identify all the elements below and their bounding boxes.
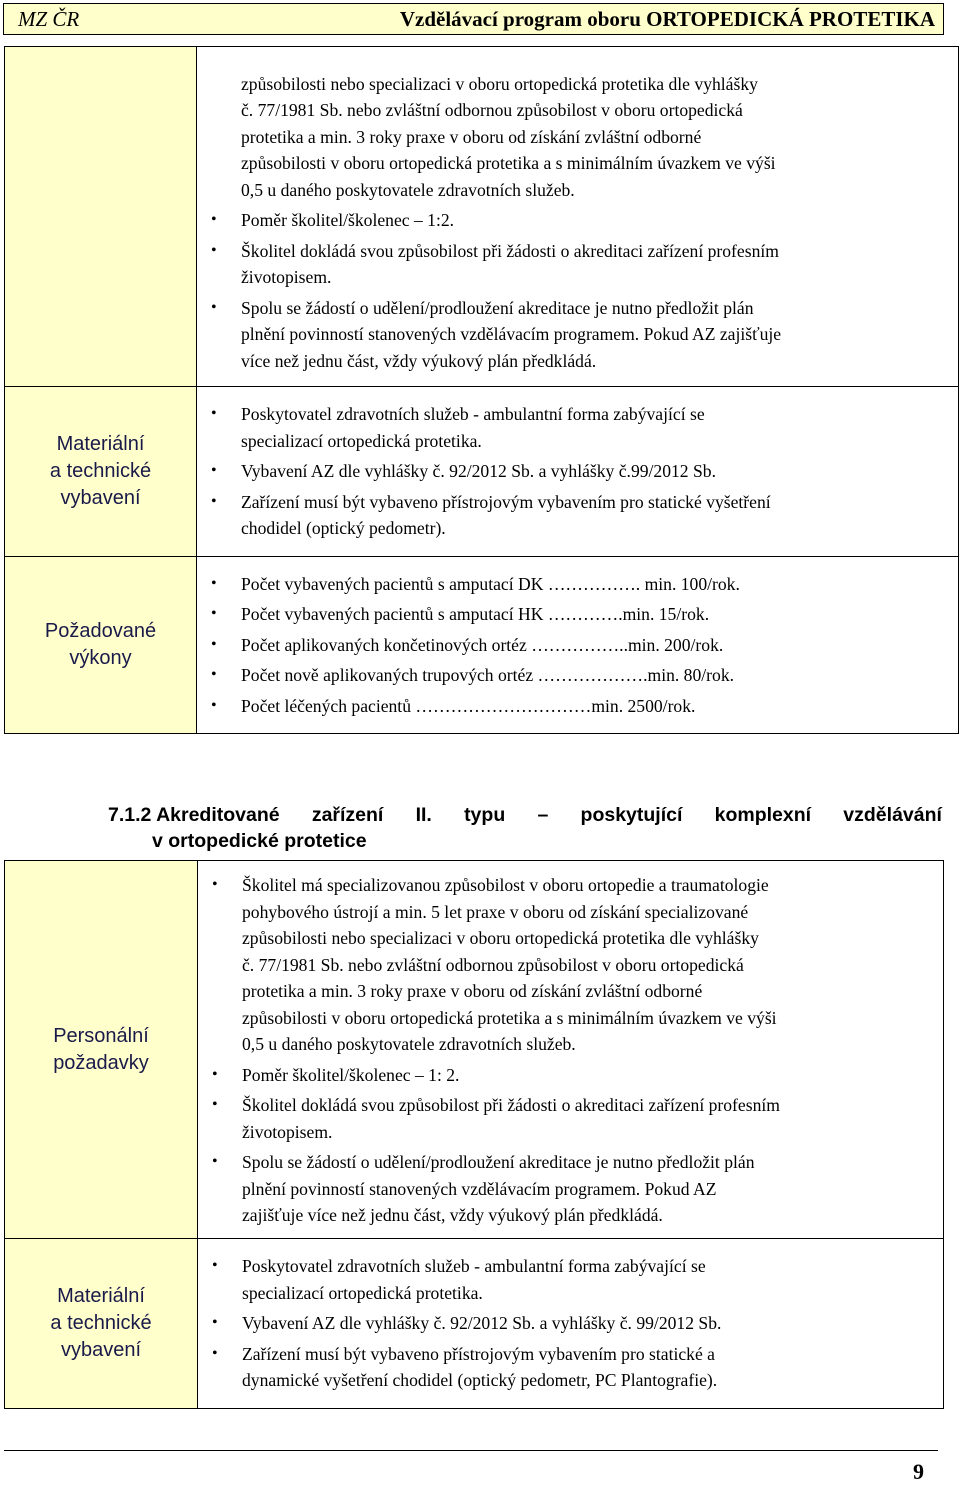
list-item xyxy=(242,872,937,1058)
heading-word: II. xyxy=(415,804,432,826)
text-line: specializací ortopedická protetika. xyxy=(242,1282,483,1303)
heading-word: – xyxy=(537,804,549,826)
row-label-personnel xyxy=(5,861,198,1239)
text-line: zajišťuje více než jednu část, vždy výukový plán předkládá. xyxy=(242,1205,663,1226)
table-row xyxy=(5,47,959,387)
text-line: více než jednu část, vždy výukový plán předkládá. xyxy=(241,350,597,371)
heading-word: poskytující xyxy=(580,804,683,826)
text-line: chodidel (optický pedometr). xyxy=(241,518,446,539)
text-line: způsobilosti v oboru ortopedická protetika a s minimálním úvazkem ve výši xyxy=(241,153,776,174)
table-row xyxy=(5,861,944,1239)
requirements-table-1 xyxy=(4,46,959,734)
heading-line-2: v ortopedické protetice xyxy=(152,830,367,852)
text-line: • Školitel dokládá svou způsobilost při žádosti o akreditaci zařízení profesním xyxy=(241,240,779,261)
label-line: Materiální xyxy=(57,1285,145,1307)
list-item xyxy=(242,1062,937,1089)
text-line: způsobilosti nebo specializaci v oboru ortopedická protetika dle vyhlášky xyxy=(241,73,758,94)
table-row xyxy=(5,387,959,557)
personnel-requirements-cell xyxy=(198,861,944,1239)
text-line: • Školitel má specializovanou způsobilost v oboru ortopedie a traumatologie xyxy=(242,875,769,896)
text-line: • Poskytovatel zdravotních služeb - ambulantní forma zabývající se xyxy=(242,1256,706,1277)
text-line: • Zařízení musí být vybaveno přístrojovým vybavením pro statické a xyxy=(242,1343,715,1364)
row-label-required-procedures xyxy=(5,557,197,734)
list-item xyxy=(242,1092,937,1145)
list-item xyxy=(241,71,952,204)
personnel-requirements-cell xyxy=(197,47,959,387)
row-label-material xyxy=(5,1239,198,1409)
list-item: • Počet léčených pacientů …………………………min. 2500/rok. xyxy=(241,691,952,722)
label-line: vybavení xyxy=(60,487,141,509)
required-procedures-cell xyxy=(197,557,959,734)
header-document-title: Vzdělávací program oboru ORTOPEDICKÁ PROTETIKA xyxy=(399,6,935,31)
heading-word: vzdělávání xyxy=(843,804,942,826)
requirements-table-2 xyxy=(4,860,944,1409)
list-item xyxy=(242,1310,937,1337)
text-line: • Zařízení musí být vybaveno přístrojovým vybavením pro statické vyšetření xyxy=(241,491,771,512)
text-line: • Spolu se žádostí o udělení/prodloužení akreditace je nutno předložit plán xyxy=(242,1152,755,1173)
label-line: a technické xyxy=(50,1312,152,1334)
list-item xyxy=(242,1253,937,1306)
list-item xyxy=(241,207,952,234)
text-line: pohybového ústrojí a min. 5 let praxe v oboru od získání specializované xyxy=(242,901,749,922)
text-line: plnění povinností stanovených vzdělávacím programem. Pokud AZ zajišťuje xyxy=(241,324,782,345)
text-line: • Vybavení AZ dle vyhlášky č. 92/2012 Sb. a vyhlášky č.99/2012 Sb. xyxy=(241,461,716,482)
label-line: požadavky xyxy=(53,1051,149,1074)
text-line: 0,5 u daného poskytovatele zdravotních služeb. xyxy=(241,179,575,200)
list-item: • Počet aplikovaných končetinových ortéz ……………..min. 200/rok. xyxy=(241,630,952,661)
material-requirements-cell xyxy=(198,1239,944,1409)
text-line: č. 77/1981 Sb. nebo zvláštní odbornou způsobilost v oboru ortopedická xyxy=(242,954,744,975)
text-line: životopisem. xyxy=(242,1121,333,1142)
text-line: životopisem. xyxy=(241,267,332,288)
page-number-value: 9 xyxy=(913,1459,924,1484)
text-line: způsobilosti v oboru ortopedická protetika a s minimálním úvazkem ve výši xyxy=(242,1007,777,1028)
text-line: • Poměr školitel/školenec – 1: 2. xyxy=(242,1064,460,1085)
text-line: způsobilosti nebo specializaci v oboru ortopedická protetika dle vyhlášky xyxy=(242,928,759,949)
list-item xyxy=(242,1341,937,1394)
label-line: Materiální xyxy=(56,433,145,455)
section-heading xyxy=(108,802,942,854)
list-item: • Počet vybavených pacientů s amputací HK ………….min. 15/rok. xyxy=(241,599,952,630)
list-item xyxy=(241,489,952,542)
list-item xyxy=(241,295,952,375)
row-label-empty xyxy=(5,47,197,387)
list-item: • Počet nově aplikovaných trupových ortéz ……………….min. 80/rok. xyxy=(241,660,952,691)
label-line: Požadované xyxy=(44,620,157,642)
heading-word: typu xyxy=(464,804,506,826)
text-line: protetika a min. 3 roky praxe v oboru od získání zvláštní odborné xyxy=(241,126,702,147)
list-item: • Počet vybavených pacientů s amputací DK ……………. min. 100/rok. xyxy=(241,569,952,600)
list-item xyxy=(242,1149,937,1229)
table-row xyxy=(5,557,959,734)
material-requirements-cell xyxy=(197,387,959,557)
label-line: vybavení xyxy=(60,1339,142,1361)
heading-word: 7.1.2 Akreditované xyxy=(108,804,280,826)
label-line: výkony xyxy=(69,647,132,669)
text-line: 0,5 u daného poskytovatele zdravotních služeb. xyxy=(242,1034,576,1055)
list-item xyxy=(241,458,952,485)
text-line: • Vybavení AZ dle vyhlášky č. 92/2012 Sb. a vyhlášky č. 99/2012 Sb. xyxy=(242,1313,722,1334)
text-line: • Spolu se žádostí o udělení/prodloužení akreditace je nutno předložit plán xyxy=(241,297,754,318)
page-header xyxy=(3,3,944,35)
row-label-material xyxy=(5,387,197,557)
label-line: a technické xyxy=(49,460,152,482)
text-line: protetika a min. 3 roky praxe v oboru od získání zvláštní odborné xyxy=(242,981,703,1002)
label-line: Personální xyxy=(53,1024,149,1047)
text-line: • Poskytovatel zdravotních služeb - ambulantní forma zabývající se xyxy=(241,404,705,425)
page-number xyxy=(4,1450,938,1490)
header-ministry: MZ ČR xyxy=(18,6,80,31)
text-line: plnění povinností stanovených vzdělávacím programem. Pokud AZ xyxy=(242,1178,717,1199)
text-line: • Poměr školitel/školenec – 1:2. xyxy=(241,210,455,231)
text-line: dynamické vyšetření chodidel (optický pedometr, PC Plantografie). xyxy=(242,1370,718,1391)
table-row xyxy=(5,1239,944,1409)
text-line: • Školitel dokládá svou způsobilost při žádosti o akreditaci zařízení profesním xyxy=(242,1095,780,1116)
text-line: specializací ortopedická protetika. xyxy=(241,430,482,451)
heading-word: komplexní xyxy=(714,804,812,826)
list-item xyxy=(241,238,952,291)
list-item xyxy=(241,401,952,454)
heading-word: zařízení xyxy=(311,804,384,826)
text-line: č. 77/1981 Sb. nebo zvláštní odbornou způsobilost v oboru ortopedická xyxy=(241,100,743,121)
